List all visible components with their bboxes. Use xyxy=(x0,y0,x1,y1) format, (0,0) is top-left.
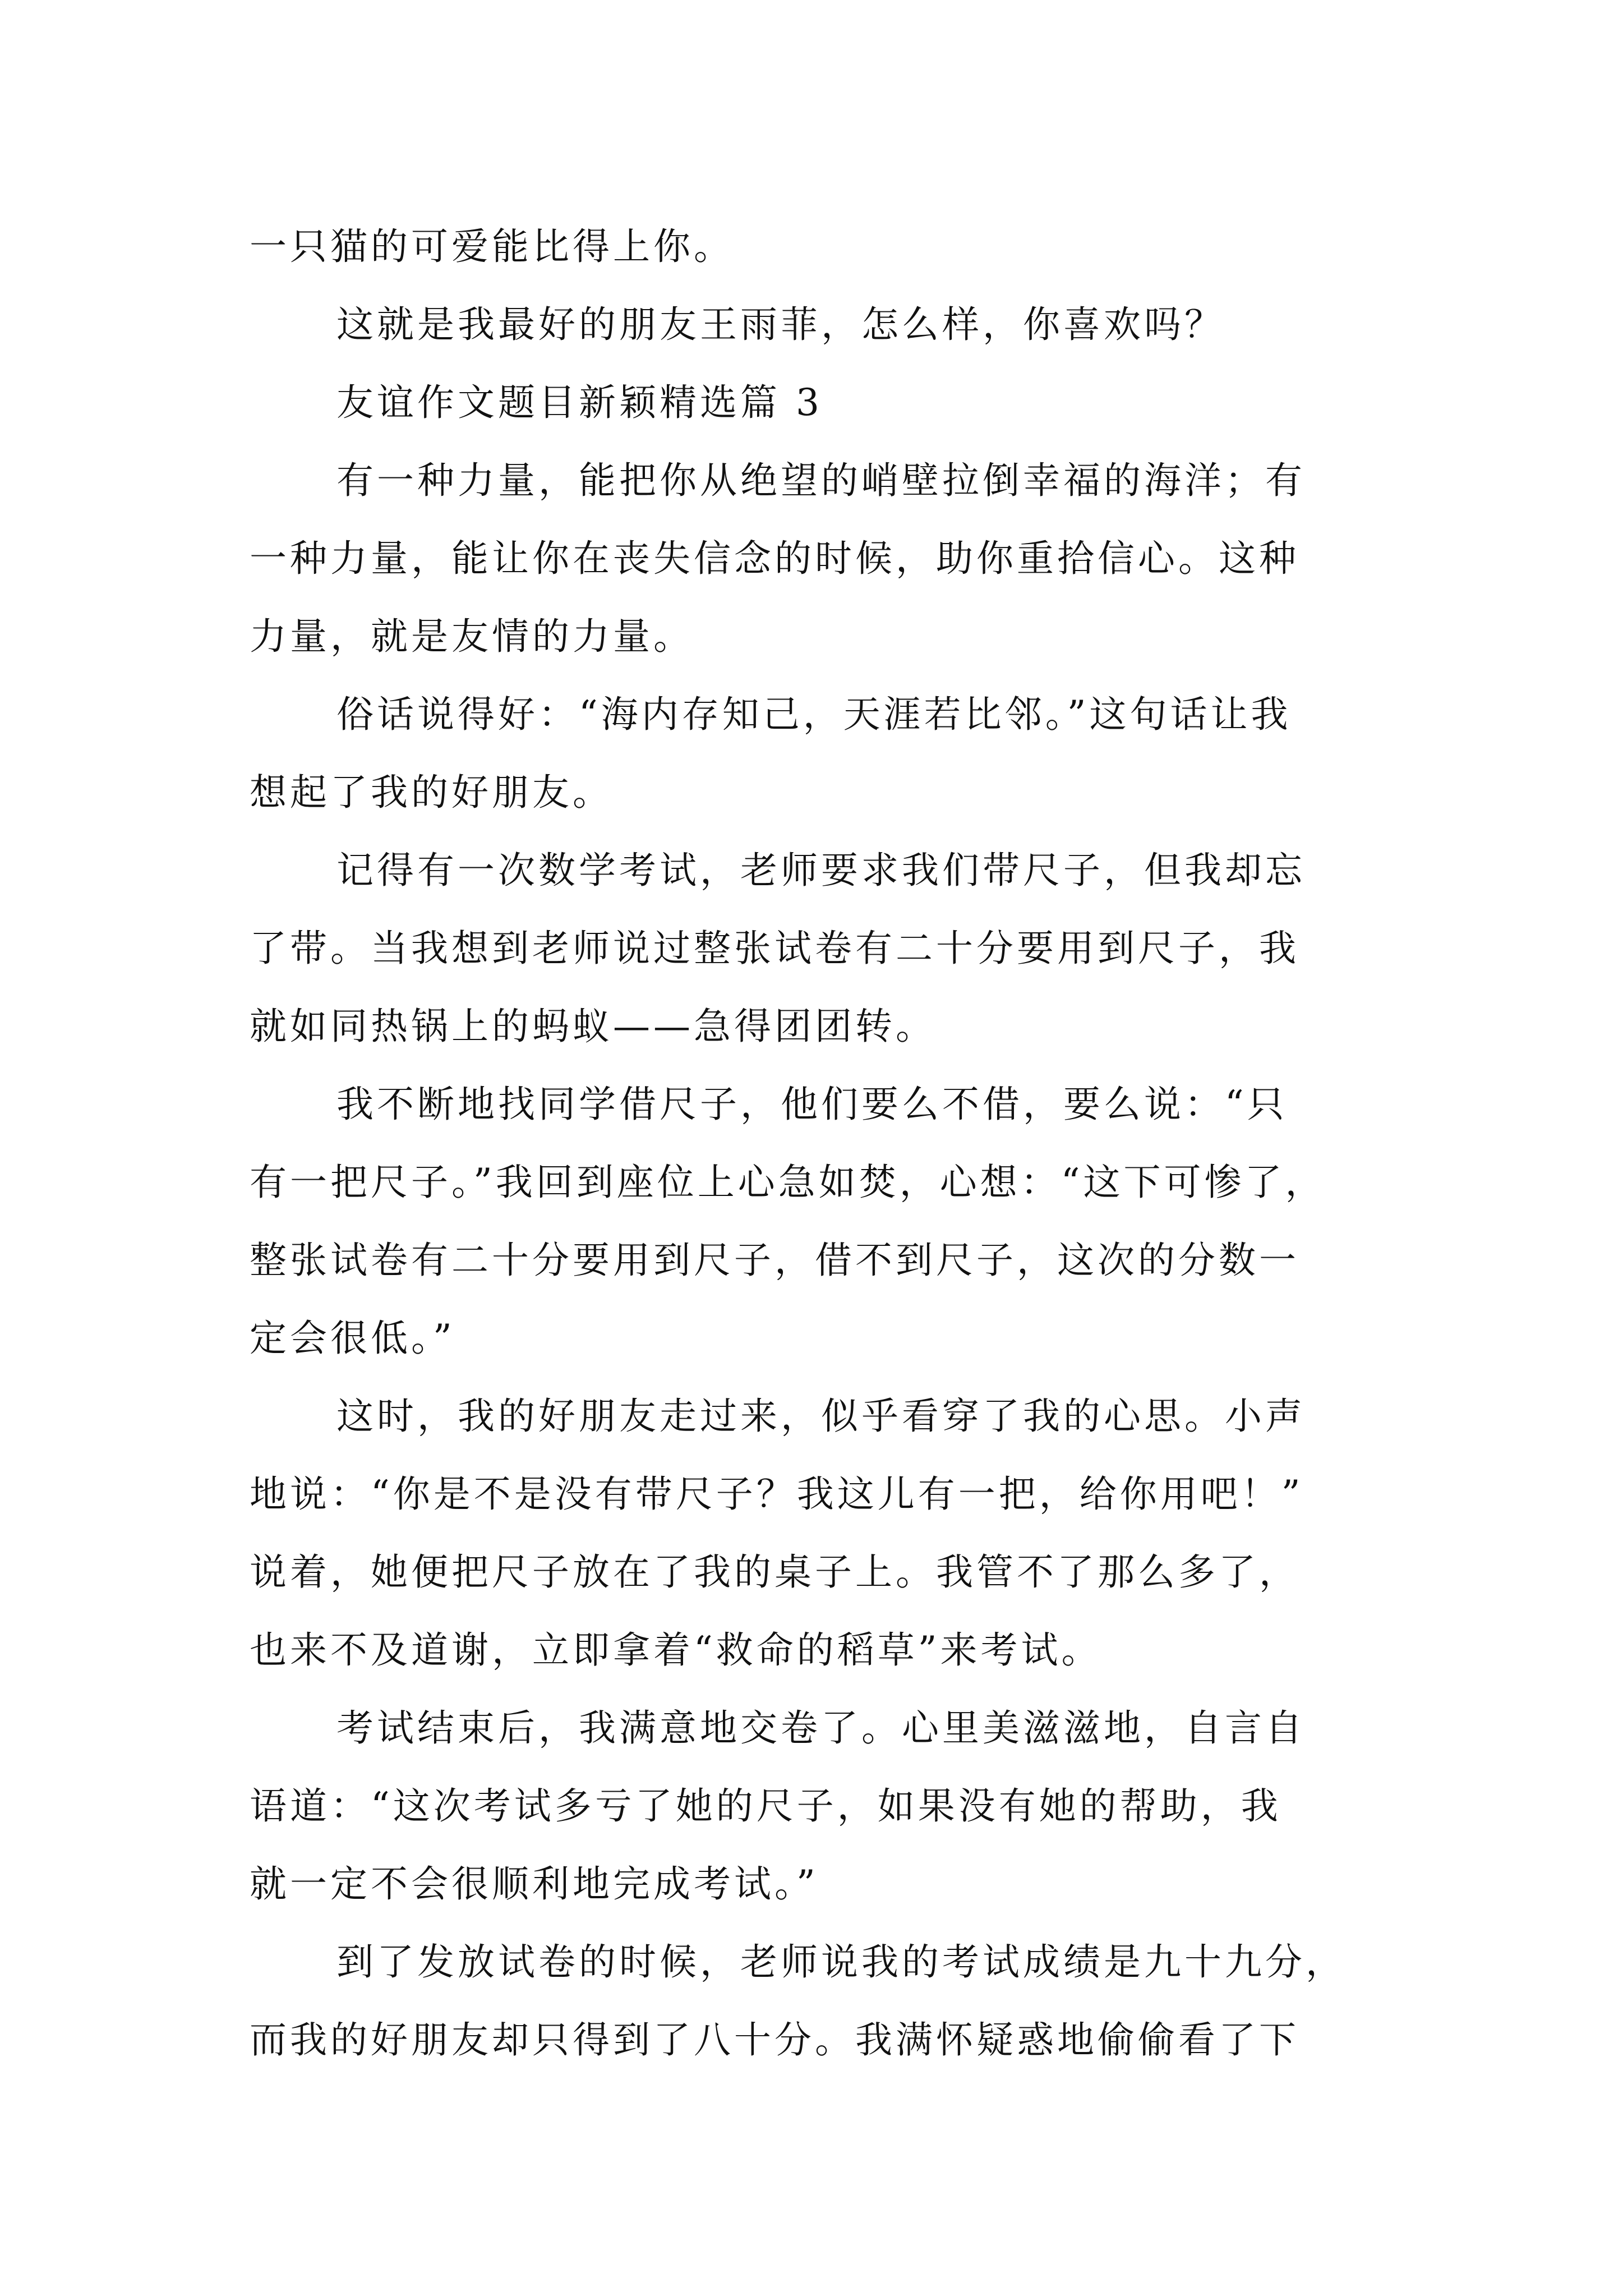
text-line: 俗话说得好：“海内存知己，天涯若比邻。”这句话让我 xyxy=(336,693,1292,736)
text-line: 到了发放试卷的时候，老师说我的考试成绩是九十九分， xyxy=(336,1940,1346,1984)
text-line: 考试结束后，我满意地交卷了。心里美滋滋地，自言自 xyxy=(336,1706,1306,1750)
text-line: 而我的好朋友却只得到了八十分。我满怀疑惑地偷偷看了下 xyxy=(250,2018,1299,2062)
section-title: 友谊作文题目新颖精选篇 3 xyxy=(336,381,823,424)
text-line: 这时，我的好朋友走过来，似乎看穿了我的心思。小声 xyxy=(336,1395,1306,1438)
text-line: 想起了我的好朋友。 xyxy=(250,771,613,814)
text-line: 有一种力量，能把你从绝望的峭壁拉倒幸福的海洋；有 xyxy=(336,459,1306,502)
text-line: 就如同热锅上的蚂蚁——急得团团转。 xyxy=(250,1005,936,1048)
text-line: 定会很低。” xyxy=(250,1317,455,1360)
text-line: 语道：“这次考试多亏了她的尺子，如果没有她的帮助，我 xyxy=(250,1784,1281,1828)
text-line: 地说：“你是不是没有带尺子？我这儿有一把，给你用吧！” xyxy=(250,1473,1304,1516)
text-line: 这就是我最好的朋友王雨菲，怎么样，你喜欢吗？ xyxy=(336,303,1225,346)
text-line: 一只猫的可爱能比得上你。 xyxy=(250,225,734,268)
text-line: 了带。当我想到老师说过整张试卷有二十分要用到尺子，我 xyxy=(250,927,1299,970)
text-line: 记得有一次数学考试，老师要求我们带尺子，但我却忘 xyxy=(336,849,1306,892)
text-line: 整张试卷有二十分要用到尺子，借不到尺子，这次的分数一 xyxy=(250,1239,1299,1282)
text-line: 说着，她便把尺子放在了我的桌子上。我管不了那么多了， xyxy=(250,1550,1299,1594)
text-line: 一种力量，能让你在丧失信念的时候，助你重拾信心。这种 xyxy=(250,537,1299,580)
text-line: 有一把尺子。”我回到座位上心急如焚，心想：“这下可惨了， xyxy=(250,1161,1326,1204)
article-body xyxy=(250,208,1371,2079)
text-line: 力量，就是友情的力量。 xyxy=(250,615,694,658)
text-line: 也来不及道谢，立即拿着“救命的稻草”来考试。 xyxy=(250,1628,1102,1672)
text-line: 我不断地找同学借尺子，他们要么不借，要么说：“只 xyxy=(336,1083,1288,1126)
text-line: 就一定不会很顺利地完成考试。” xyxy=(250,1862,819,1906)
